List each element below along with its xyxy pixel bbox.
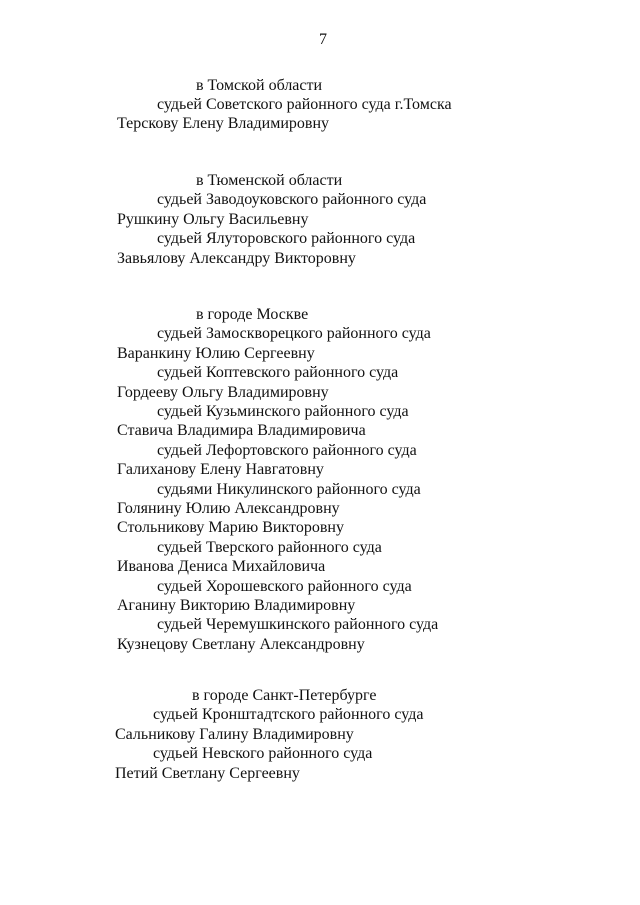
region-heading: в городе Санкт-Петербурге xyxy=(192,687,377,704)
judge-name: Иванова Дениса Михайловича xyxy=(117,558,326,576)
judge-name: Аганину Викторию Владимировну xyxy=(117,597,356,614)
judge-name: Варанкину Юлию Сергеевну xyxy=(117,344,315,362)
judge-name: Гордееву Ольгу Владимировну xyxy=(117,383,329,401)
court-line: судьей Кузьминского районного суда xyxy=(157,403,409,420)
court-line: судьей Лефортовского районного суда xyxy=(157,441,417,459)
region-heading: в Тюменской области xyxy=(196,172,343,189)
court-line: судьей Заводоуковского районного суда xyxy=(157,191,427,208)
judge-name: Ставича Владимира Владимировича xyxy=(117,422,366,440)
court-line: судьей Хорошевского районного суда xyxy=(157,577,412,595)
judge-name: Завьялову Александру Викторовну xyxy=(117,249,356,267)
court-line: судьей Коптевского районного суда xyxy=(157,364,399,382)
court-line: судьей Невского районного суда xyxy=(153,745,373,763)
judge-name: Галиханову Елену Навгатовну xyxy=(117,461,324,479)
judge-name: Сальникову Галину Владимировну xyxy=(115,725,354,743)
court-line: судьями Никулинского районного суда xyxy=(157,480,421,498)
region-heading: в городе Москве xyxy=(196,306,309,323)
judge-name: Рушкину Ольгу Васильевну xyxy=(117,210,309,228)
court-line: судьей Тверского районного суда xyxy=(157,538,382,556)
judge-name: Петий Светлану Сергеевну xyxy=(115,764,300,782)
court-line: судьей Замоскворецкого районного суда xyxy=(157,325,431,343)
judge-name: Кузнецову Светлану Александровну xyxy=(117,635,365,653)
court-line: судьей Ялуторовского районного суда xyxy=(157,230,416,247)
judge-name: Терскову Елену Владимировну xyxy=(117,115,330,132)
court-line: судьей Черемушкинского районного суда xyxy=(157,616,439,634)
judge-name: Стольникову Марию Викторовну xyxy=(117,519,344,537)
page-number: 7 xyxy=(319,31,327,48)
court-line: судьей Советского районного суда г.Томска xyxy=(157,96,452,113)
region-heading: в Томской области xyxy=(196,77,323,94)
court-line: судьей Кронштадтского районного суда xyxy=(153,706,424,724)
judge-name: Голянину Юлию Александровну xyxy=(117,500,340,517)
